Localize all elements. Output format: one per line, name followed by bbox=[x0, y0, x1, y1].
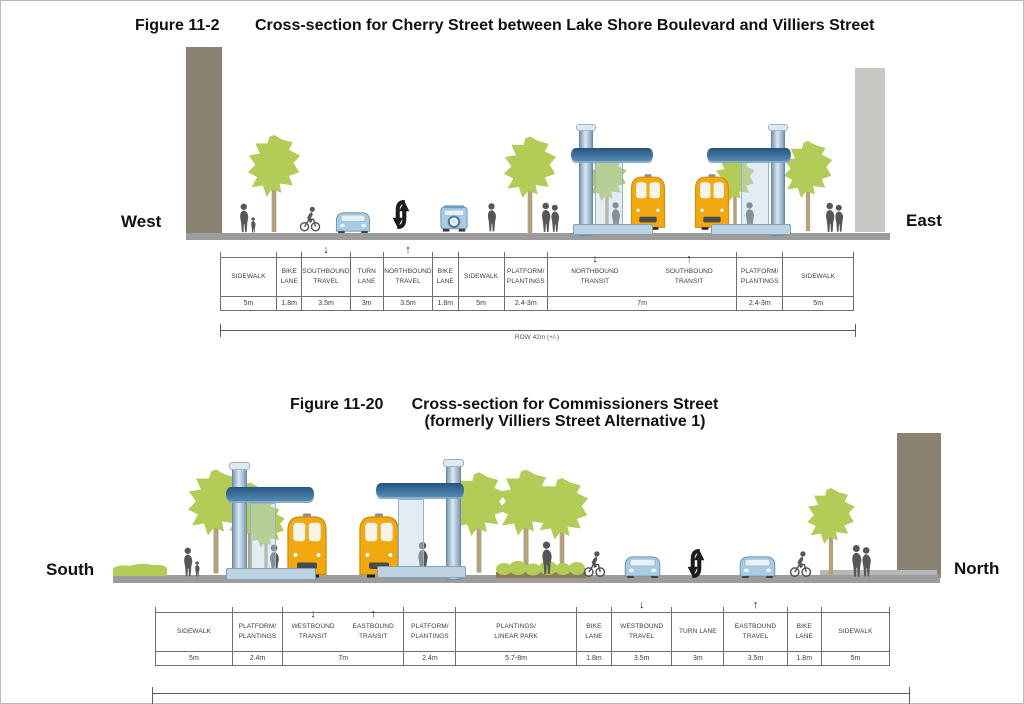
fig1-title: Cross-section for Cherry Street between Lake Shore Boulevard and Villiers Street bbox=[255, 17, 875, 34]
lane-label: BIKE LANE bbox=[795, 622, 813, 640]
table-column bbox=[155, 613, 233, 665]
transit-shelter bbox=[571, 124, 655, 234]
lane-label: PLATFORM/ PLANTINGS bbox=[411, 622, 449, 640]
lane-width: 5m bbox=[221, 296, 276, 310]
transit-sub-column bbox=[642, 252, 736, 287]
westbound-arrow-icon: ↓ bbox=[638, 599, 645, 611]
shelter-canopy bbox=[226, 487, 314, 501]
fig2-north-building bbox=[897, 433, 941, 578]
shelter-platform bbox=[573, 224, 653, 235]
fig2-north-label: North bbox=[954, 559, 1000, 578]
table-column bbox=[612, 599, 672, 665]
shelter-glass bbox=[741, 162, 769, 226]
lane-label: PLANTINGS/ LINEAR PARK bbox=[494, 622, 538, 640]
lane-label: WESTBOUND TRANSIT bbox=[291, 622, 335, 640]
lane-label: WESTBOUND TRAVEL bbox=[620, 622, 664, 640]
shelter-mast-cap bbox=[229, 462, 250, 470]
cyclist-illustration bbox=[299, 204, 321, 233]
shelter-mast bbox=[446, 463, 461, 580]
lane-width: 1.8m bbox=[433, 296, 458, 310]
eastbound-transit-arrow-icon: ↑ bbox=[370, 607, 376, 620]
shelter-mast-cap bbox=[443, 459, 464, 467]
pedestrian-pair-illustration bbox=[539, 202, 562, 233]
transit-shelter bbox=[707, 124, 791, 234]
cyclist-illustration bbox=[583, 549, 606, 578]
transit-shelter bbox=[226, 462, 316, 578]
lane-width: 2.4m bbox=[233, 651, 282, 665]
table-column bbox=[822, 613, 890, 665]
lane-label: TURN LANE bbox=[678, 627, 717, 635]
fig1-number: Figure 11-2 bbox=[135, 17, 220, 34]
shelter-platform bbox=[226, 568, 316, 580]
car-illustration bbox=[736, 553, 779, 578]
table-column bbox=[302, 244, 350, 310]
truck-illustration bbox=[437, 203, 471, 233]
shelter-mast bbox=[771, 128, 785, 236]
lane-width: 2.4-3m bbox=[737, 296, 782, 310]
lane-label: NORTHBOUND TRANSIT bbox=[571, 267, 619, 285]
table-column bbox=[433, 258, 459, 310]
lane-width: 5m bbox=[783, 296, 853, 310]
fig1-east-building bbox=[855, 68, 885, 232]
lane-label: SIDEWALK bbox=[176, 627, 211, 635]
lane-label: BIKE LANE bbox=[280, 267, 298, 285]
lane-width: 2.4-3m bbox=[505, 296, 547, 310]
lane-width: 2.4m bbox=[404, 651, 455, 665]
westbound-transit-arrow-icon: ↓ bbox=[310, 607, 316, 620]
lane-width: 7m bbox=[548, 296, 736, 310]
table-column bbox=[724, 599, 787, 665]
fig1-row-width-label: ROW 42m (+/-) bbox=[514, 334, 560, 341]
pedestrian-illustration bbox=[539, 540, 554, 576]
eastbound-arrow-icon: ↑ bbox=[752, 599, 759, 611]
lane-width: 1.8m bbox=[577, 651, 611, 665]
lane-width: 5m bbox=[822, 651, 889, 665]
shelter-canopy bbox=[571, 148, 653, 161]
pedestrian-pair-illustration bbox=[849, 544, 874, 578]
table-column bbox=[384, 244, 433, 310]
shelter-glass bbox=[595, 162, 623, 226]
shelter-glass bbox=[250, 503, 276, 570]
lane-label: BIKE LANE bbox=[436, 267, 454, 285]
table-column bbox=[351, 258, 384, 310]
fig2-title-line2: (formerly Villiers Street Alternative 1) bbox=[424, 413, 706, 430]
lane-label: TURN LANE bbox=[357, 267, 376, 285]
table-column bbox=[672, 613, 724, 665]
table-column-transit-group bbox=[548, 252, 737, 310]
transit-sub-column bbox=[283, 607, 343, 642]
fig1-east-label: East bbox=[906, 211, 942, 230]
fig1-dimension-table bbox=[220, 244, 854, 311]
shelter-mast bbox=[232, 466, 247, 580]
lane-width: 3m bbox=[672, 651, 723, 665]
lane-width: 3.5m bbox=[612, 651, 671, 665]
shelter-mast bbox=[579, 128, 593, 236]
lane-width: 5.7-8m bbox=[456, 651, 575, 665]
lane-label: EASTBOUND TRANSIT bbox=[352, 622, 394, 640]
southbound-transit-arrow-icon: ↑ bbox=[686, 252, 692, 265]
fig2-row-dimension-line bbox=[152, 687, 910, 704]
table-column bbox=[277, 258, 303, 310]
shelter-platform bbox=[377, 566, 466, 578]
lane-label: SIDEWALK bbox=[838, 627, 873, 635]
table-column bbox=[788, 613, 822, 665]
pedestrian-illustration bbox=[485, 202, 498, 233]
table-column bbox=[456, 613, 576, 665]
shelter-glass bbox=[398, 499, 424, 567]
shelter-platform bbox=[711, 224, 791, 235]
southbound-arrow-icon: ↓ bbox=[323, 244, 329, 256]
cyclist-illustration bbox=[789, 549, 812, 578]
pedestrian-with-child-illustration bbox=[181, 547, 202, 577]
transit-shelter bbox=[376, 459, 466, 578]
lane-label: SIDEWALK bbox=[801, 272, 836, 280]
fig1-west-building bbox=[186, 47, 222, 233]
lane-label: EASTBOUND TRAVEL bbox=[734, 622, 777, 640]
table-column bbox=[577, 613, 612, 665]
table-column bbox=[505, 258, 548, 310]
transit-sub-column bbox=[548, 252, 642, 287]
hedge-illustration bbox=[113, 562, 167, 576]
table-column bbox=[233, 613, 283, 665]
lane-width: 1.8m bbox=[788, 651, 821, 665]
lane-width: 1.8m bbox=[277, 296, 302, 310]
lane-width: 7m bbox=[283, 651, 403, 665]
car-illustration bbox=[621, 553, 664, 578]
lane-width: 3.5m bbox=[384, 296, 432, 310]
two-way-turn-arrow-icon bbox=[388, 198, 414, 231]
shelter-mast-cap bbox=[768, 124, 788, 131]
pedestrian-pair-illustration bbox=[823, 202, 846, 233]
fig1-west-label: West bbox=[121, 212, 162, 231]
lane-label: SOUTHBOUND TRAVEL bbox=[302, 267, 350, 285]
lane-width: 3.5m bbox=[724, 651, 786, 665]
pedestrian-with-child-illustration bbox=[237, 203, 258, 233]
lane-label: SOUTHBOUND TRANSIT bbox=[665, 267, 713, 285]
fig2-dimension-table bbox=[155, 599, 890, 666]
lane-label: BIKE LANE bbox=[585, 622, 603, 640]
fig2-title-line1: Cross-section for Commissioners Street bbox=[411, 396, 719, 413]
lane-label: PLATFORM/ PLANTINGS bbox=[238, 622, 277, 640]
shelter-canopy bbox=[376, 483, 464, 497]
table-column bbox=[737, 258, 783, 310]
fig2-south-label: South bbox=[46, 560, 95, 579]
table-column bbox=[220, 258, 277, 310]
fig2-title bbox=[380, 396, 750, 430]
northbound-arrow-icon: ↑ bbox=[405, 244, 411, 256]
lane-width: 3m bbox=[351, 296, 383, 310]
table-column bbox=[783, 258, 854, 310]
table-column bbox=[459, 258, 505, 310]
lane-label: PLATFORM/ PLANTINGS bbox=[506, 267, 545, 285]
table-column-transit-group bbox=[283, 607, 404, 665]
transit-sub-column bbox=[343, 607, 403, 642]
shelter-mast-cap bbox=[576, 124, 596, 131]
fig2-number: Figure 11-20 bbox=[290, 396, 384, 413]
lane-width: 3.5m bbox=[302, 296, 349, 310]
lane-label: SIDEWALK bbox=[231, 272, 266, 280]
lane-label: PLATFORM/ PLANTINGS bbox=[740, 267, 779, 285]
table-column bbox=[404, 613, 456, 665]
lane-width: 5m bbox=[459, 296, 504, 310]
car-illustration bbox=[333, 209, 373, 233]
northbound-transit-arrow-icon: ↓ bbox=[592, 252, 598, 265]
lane-width: 5m bbox=[156, 651, 232, 665]
shelter-canopy bbox=[707, 148, 791, 161]
lane-label: SIDEWALK bbox=[464, 272, 499, 280]
two-way-turn-arrow-icon bbox=[683, 547, 709, 580]
lane-label: NORTHBOUND TRAVEL bbox=[384, 267, 432, 285]
